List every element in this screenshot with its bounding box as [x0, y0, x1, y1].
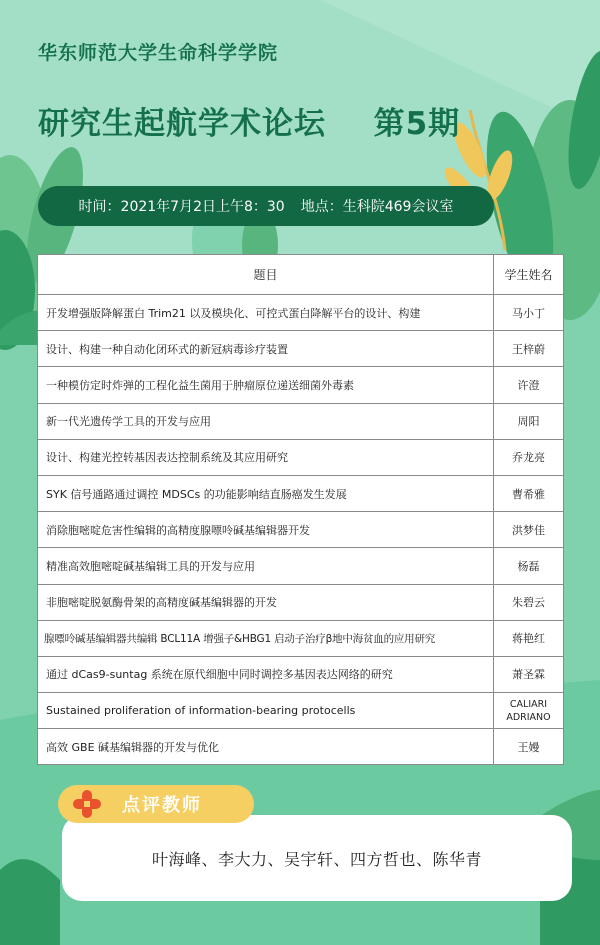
student-cell: 萧圣霖: [494, 656, 564, 692]
table-row: [38, 367, 564, 403]
reviewers-label: 点评教师: [122, 795, 202, 816]
topic-cell: Sustained proliferation of information-bearing protocells: [38, 693, 494, 729]
student-cell: 杨磊: [494, 548, 564, 584]
table-row: [38, 729, 564, 765]
table-row: [38, 475, 564, 511]
table-row: [38, 512, 564, 548]
forum-title-text: 研究生起航学术论坛: [38, 106, 326, 142]
table-row: [38, 656, 564, 692]
reviewer-names: 叶海峰、李大力、吴宇轩、四方哲也、陈华青: [151, 849, 482, 869]
event-info-banner: [38, 186, 494, 226]
flower-icon: [70, 787, 104, 821]
table-row: [38, 439, 564, 475]
forum-title: [38, 98, 460, 143]
reviewers-tag: [58, 785, 254, 823]
student-cell: [494, 693, 564, 729]
topic-cell: 设计、构建一种自动化闭环式的新冠病毒诊疗装置: [38, 331, 494, 367]
table-row: [38, 331, 564, 367]
student-cell: 蒋艳红: [494, 620, 564, 656]
table-row: [38, 548, 564, 584]
topic-cell: SYK 信号通路通过调控 MDSCs 的功能影响结直肠癌发生发展: [38, 475, 494, 511]
student-cell: 马小丁: [494, 295, 564, 331]
schedule-table-container: [37, 254, 563, 764]
student-cell: 王嫚: [494, 729, 564, 765]
topic-cell: 一种模仿定时炸弹的工程化益生菌用于肿瘤原位递送细菌外毒素: [38, 367, 494, 403]
student-name-line2: ADRIANO: [506, 711, 551, 723]
reviewers-card: [62, 815, 572, 901]
forum-issue: 第5期: [373, 106, 461, 142]
topic-cell: 腺嘌呤碱基编辑器共编辑 BCL11A 增强子&HBG1 启动子治疗β地中海贫血的应用研究: [38, 620, 494, 656]
student-cell: 乔龙亮: [494, 439, 564, 475]
column-header-topic: 题目: [38, 255, 494, 295]
table-row: [38, 620, 564, 656]
table-row: [38, 693, 564, 729]
school-name: 华东师范大学生命科学学院: [38, 42, 279, 64]
column-header-student: 学生姓名: [494, 255, 564, 295]
student-cell: 洪梦佳: [494, 512, 564, 548]
student-cell: 曹希雅: [494, 475, 564, 511]
topic-cell: 非胞嘧啶脱氨酶骨架的高精度碱基编辑器的开发: [38, 584, 494, 620]
topic-cell: 设计、构建光控转基因表达控制系统及其应用研究: [38, 439, 494, 475]
event-location: 地点：生科院469会议室: [300, 199, 454, 215]
topic-cell: 高效 GBE 碱基编辑器的开发与优化: [38, 729, 494, 765]
table-row: [38, 584, 564, 620]
student-cell: 王梓蔚: [494, 331, 564, 367]
topic-cell: 通过 dCas9-suntag 系统在原代细胞中同时调控多基因表达网络的研究: [38, 656, 494, 692]
topic-cell: 精准高效胞嘧啶碱基编辑工具的开发与应用: [38, 548, 494, 584]
table-row: [38, 403, 564, 439]
topic-cell: 新一代光遗传学工具的开发与应用: [38, 403, 494, 439]
student-cell: 周阳: [494, 403, 564, 439]
topic-cell: 消除胞嘧啶危害性编辑的高精度腺嘌呤碱基编辑器开发: [38, 512, 494, 548]
student-cell: 朱碧云: [494, 584, 564, 620]
student-name-line1: CALIARI: [509, 698, 548, 710]
event-time: 时间：2021年7月2日上午8：30: [78, 199, 285, 215]
student-cell: 许澄: [494, 367, 564, 403]
topic-cell: 开发增强版降解蛋白 Trim21 以及模块化、可控式蛋白降解平台的设计、构建: [38, 295, 494, 331]
table-row: [38, 295, 564, 331]
schedule-table: [37, 254, 564, 765]
table-header-row: [38, 255, 564, 295]
